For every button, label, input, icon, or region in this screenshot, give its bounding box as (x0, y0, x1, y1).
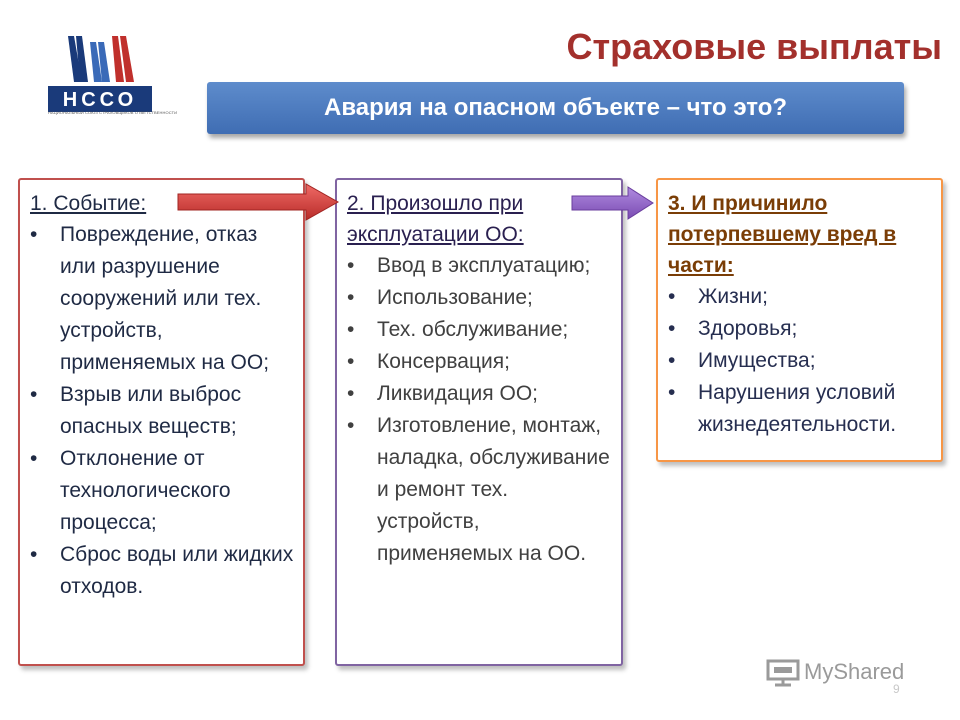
presentation-icon (766, 658, 800, 686)
bullet-icon: • (30, 447, 38, 470)
list-item: • Использование; (347, 282, 613, 314)
arrow-right-icon (176, 180, 342, 224)
harm-box (656, 178, 943, 462)
bullet-icon: • (347, 382, 355, 405)
list-item: • Ликвидация ОО; (347, 378, 613, 410)
bullet-icon: • (347, 286, 355, 309)
bullet-icon: • (668, 381, 676, 404)
page-number: 9 (893, 682, 900, 696)
list-item: • Повреждение, отказ или разрушение сооружений или тех. устройств, применяемых на ОО; (30, 219, 295, 379)
logo-subtitle: НАЦИОНАЛЬНЫЙ СОЮЗ СТРАХОВЩИКОВ ОТВЕТСТВЕННОСТИ (48, 110, 178, 115)
list-item: • Нарушения условий жизнедеятельности. (668, 377, 933, 441)
event-list (30, 219, 295, 603)
bullet-icon: • (347, 350, 355, 373)
bullet-icon: • (668, 317, 676, 340)
operation-heading: 2. Произошло при эксплуатации ОО: (347, 192, 524, 246)
slide-title: Страховые выплаты (566, 26, 942, 67)
arrow-right-icon (570, 184, 656, 222)
watermark-text: MyShared (804, 659, 905, 684)
banner-heading: Авария на опасном объекте – что это? (207, 82, 904, 134)
list-item: • Консервация; (347, 346, 613, 378)
list-item: • Здоровья; (668, 313, 933, 345)
harm-heading: 3. И причинило потерпевшему вред в части: (668, 192, 897, 277)
list-item: • Отклонение от технологического процесса; (30, 443, 295, 539)
bullet-icon: • (30, 383, 38, 406)
bullet-icon: • (347, 318, 355, 341)
event-heading: 1. Событие: (30, 192, 147, 215)
bullet-icon: • (347, 254, 355, 277)
operation-list (347, 250, 613, 570)
event-box (18, 178, 305, 666)
bullet-icon: • (347, 414, 355, 437)
list-item: • Жизни; (668, 281, 933, 313)
harm-list (668, 281, 933, 441)
list-item: • Ввод в эксплуатацию; (347, 250, 613, 282)
bullet-icon: • (30, 543, 38, 566)
list-item: • Взрыв или выброс опасных веществ; (30, 379, 295, 443)
list-item: • Имущества; (668, 345, 933, 377)
logo-text: НССО (62, 89, 138, 111)
operation-box (335, 178, 623, 666)
bullet-icon: • (668, 285, 676, 308)
list-item: • Изготовление, монтаж, наладка, обслуживание и ремонт тех. устройств, применяемых на ОО. (347, 410, 613, 570)
bullet-icon: • (30, 223, 38, 246)
list-item: • Тех. обслуживание; (347, 314, 613, 346)
list-item: • Сброс воды или жидких отходов. (30, 539, 295, 603)
bullet-icon: • (668, 349, 676, 372)
watermark (766, 658, 904, 686)
nsso-logo (44, 34, 178, 120)
